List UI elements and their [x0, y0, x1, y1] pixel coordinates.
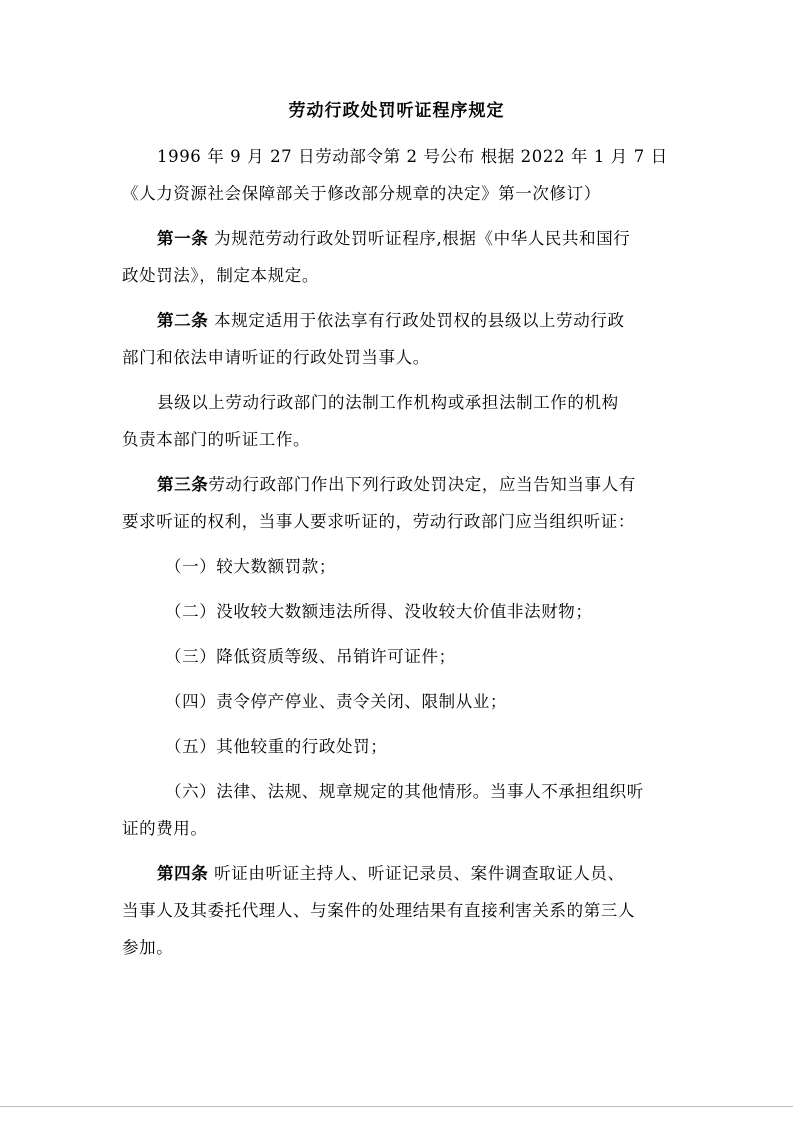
article-4-line-3: 参加。: [122, 938, 174, 957]
article-3-item-6-line-2: 证的费用。: [122, 819, 208, 838]
article-2-line-4: 负责本部门的听证工作。: [122, 430, 311, 449]
article-2-text-1: 本规定适用于依法享有行政处罚权的县级以上劳动行政: [208, 311, 625, 330]
article-4-text-1: 听证由听证主持人、听证记录员、案件调查取证人员、: [208, 864, 625, 883]
document-title: 劳动行政处罚听证程序规定: [288, 101, 505, 121]
article-4-label: 第四条: [157, 864, 209, 883]
article-2-label: 第二条: [157, 311, 209, 330]
article-2-line-1: [157, 307, 625, 331]
article-2-line-2: 部门和依法申请听证的行政处罚当事人。: [122, 348, 430, 367]
article-3-item-2: （二）没收较大数额违法所得、没收较大价值非法财物；: [165, 602, 593, 621]
page-bottom-divider: [0, 1106, 793, 1107]
article-2-line-3: 县级以上劳动行政部门的法制工作机构或承担法制工作的机构: [157, 393, 619, 412]
article-3-item-1: （一）较大数额罚款；: [165, 557, 336, 576]
article-3-item-6: （六）法律、法规、规章规定的其他情形。当事人不承担组织听: [165, 782, 644, 801]
article-3-item-5: （五）其他较重的行政处罚；: [165, 737, 388, 756]
article-1-text-1: 为规范劳动行政处罚听证程序,根据《中华人民共和国行: [208, 229, 631, 248]
article-1-label: 第一条: [157, 229, 209, 248]
article-4-line-1: [157, 860, 625, 884]
article-1-line-1: [157, 225, 630, 249]
preamble-line-2: 《人力资源社会保障部关于修改部分规章的决定》第一次修订）: [122, 184, 601, 203]
article-3-item-4: （四）责令停产停业、责令关闭、限制从业；: [165, 692, 507, 711]
article-3-line-2: 要求听证的权利，当事人要求听证的，劳动行政部门应当组织听证：: [122, 512, 635, 531]
article-3-item-3: （三）降低资质等级、吊销许可证件；: [165, 647, 456, 666]
article-3-line-1: [157, 471, 636, 495]
article-3-label: 第三条: [157, 475, 209, 494]
preamble-line-1: 1996 年 9 月 27 日劳动部令第 2 号公布 根据 2022 年 1 月 7 日: [157, 147, 668, 166]
article-4-line-2: 当事人及其委托代理人、与案件的处理结果有直接利害关系的第三人: [122, 901, 635, 920]
article-1-line-2: 政处罚法》，制定本规定。: [122, 266, 319, 285]
article-3-text-1: 劳动行政部门作出下列行政处罚决定，应当告知当事人有: [208, 475, 636, 494]
